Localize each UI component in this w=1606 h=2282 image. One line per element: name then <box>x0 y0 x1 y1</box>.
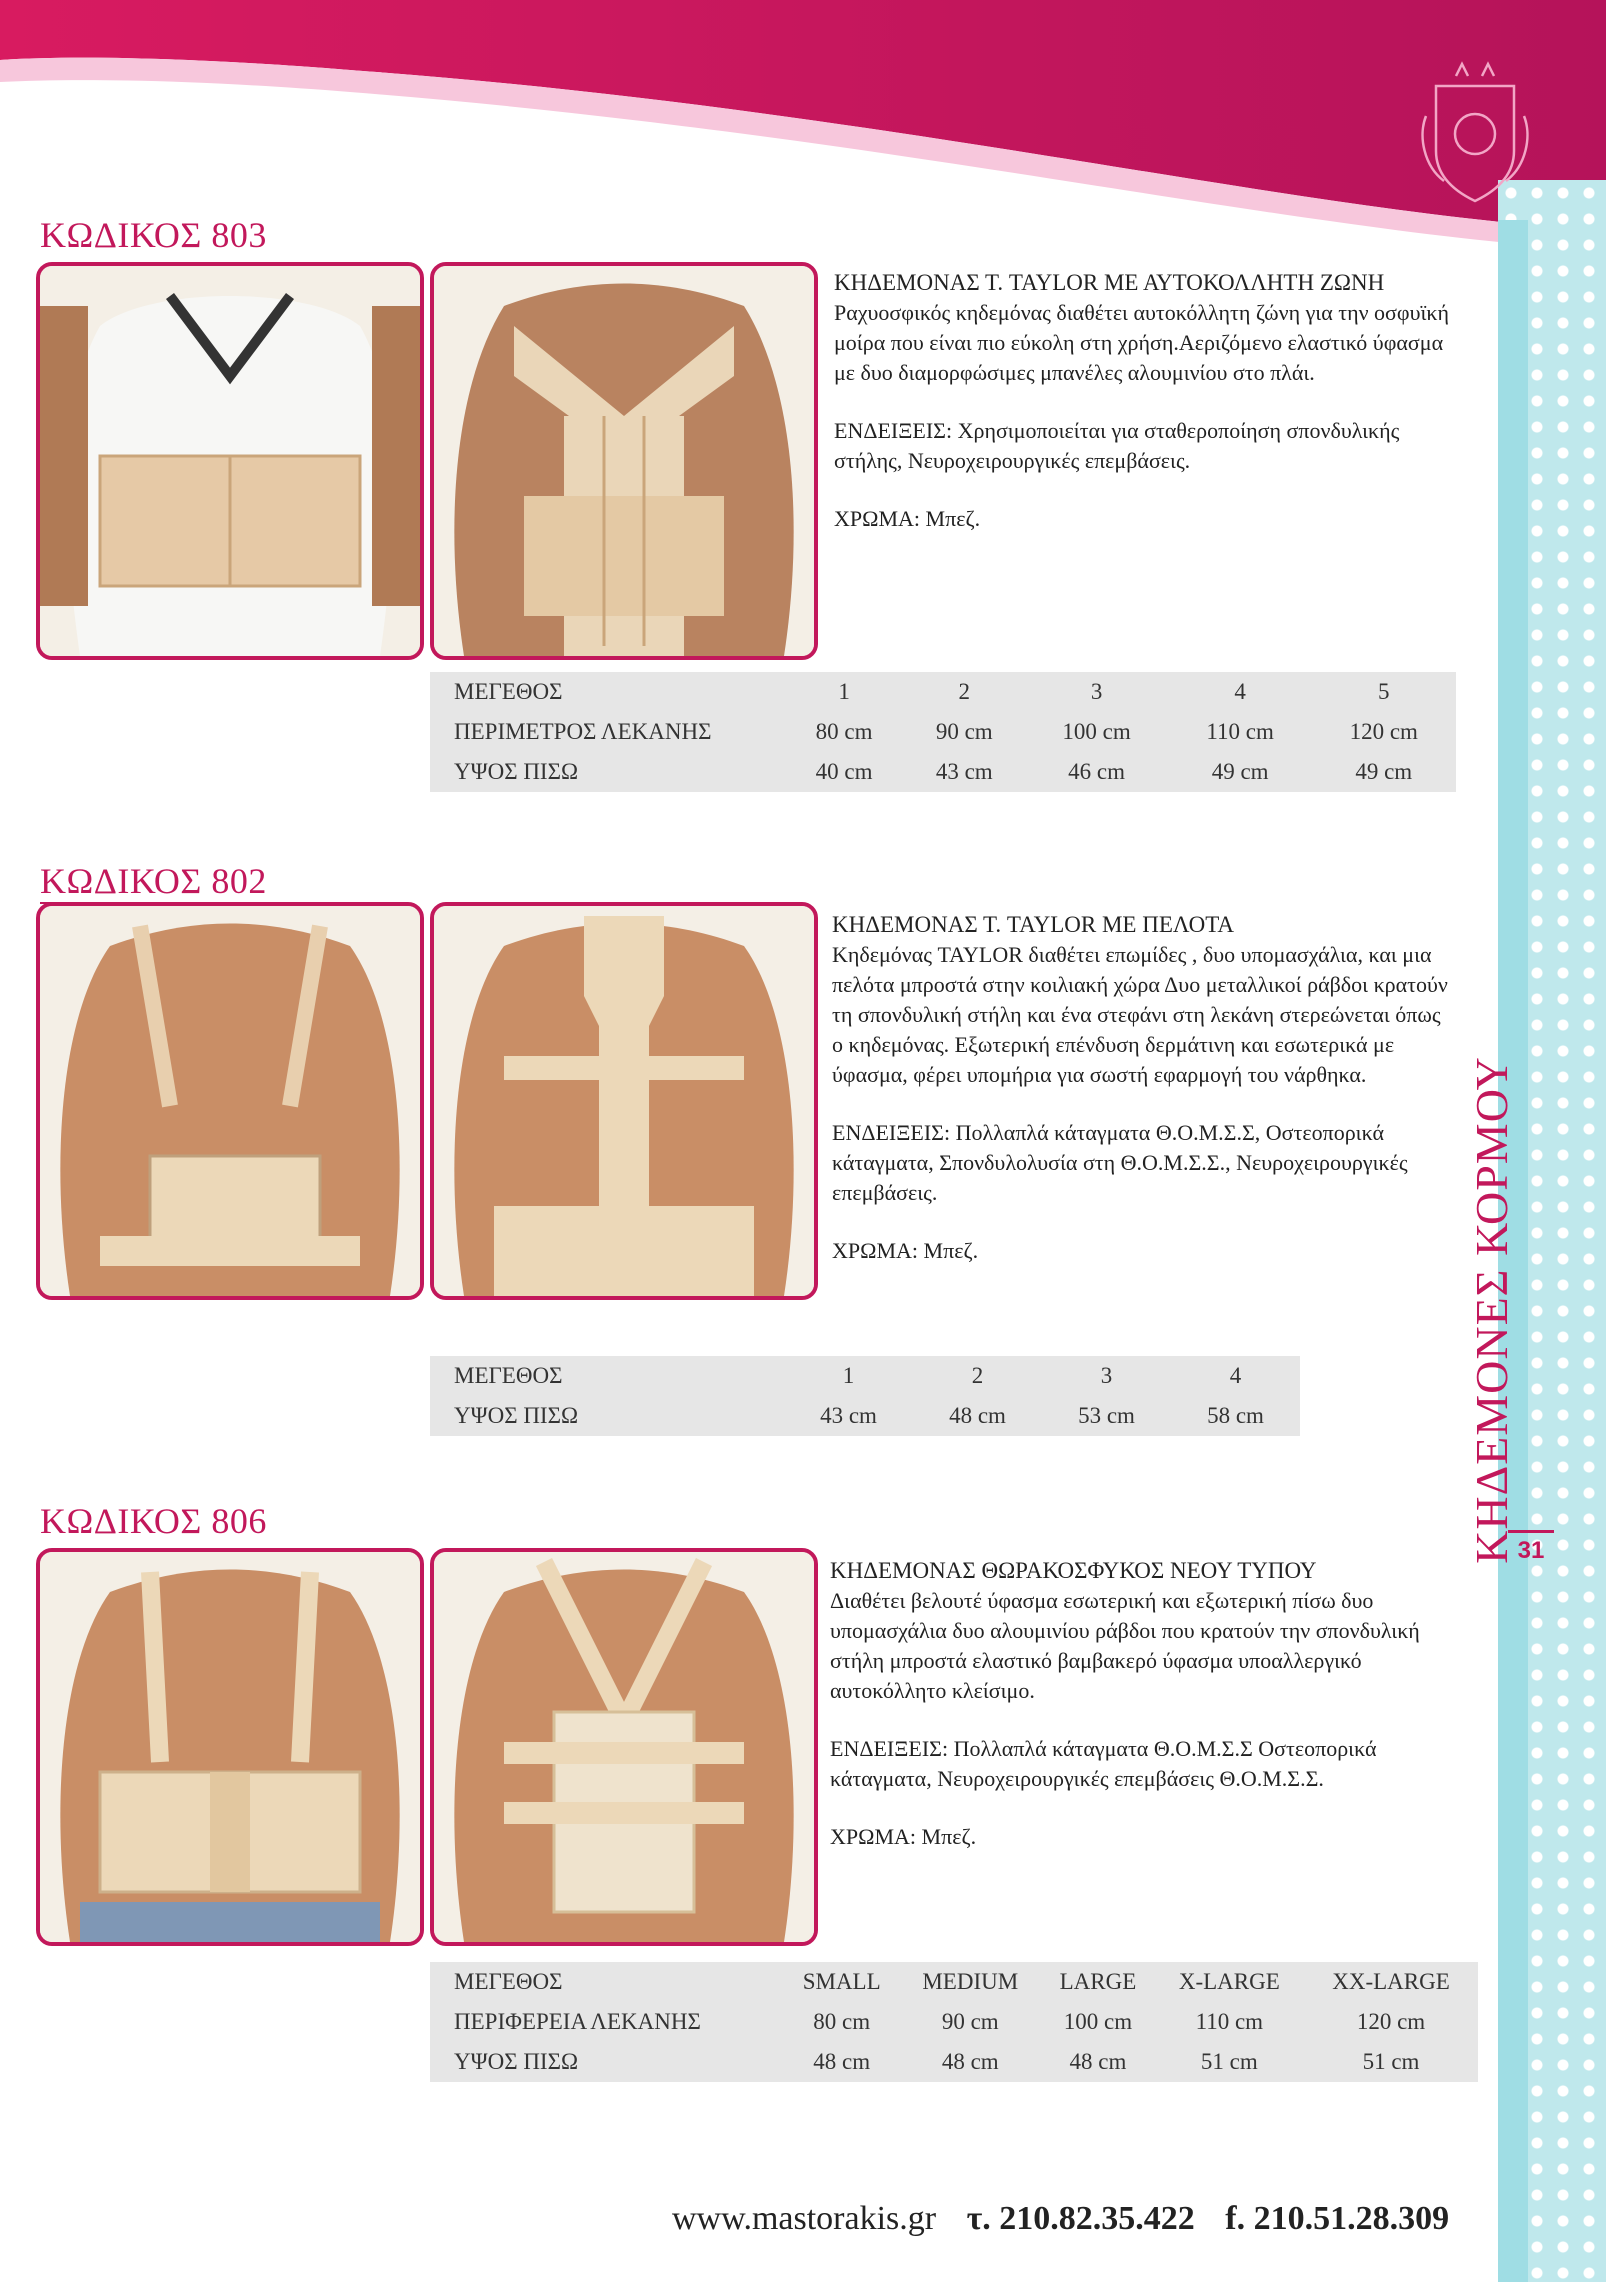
value-cell: 110 cm <box>1206 719 1274 744</box>
product-806-text: Διαθέτει βελουτέ ύφασμα εσωτερική και εξωτερική πίσω δυο υπομασχάλια δυο αλουμινίου ράβδοι που κρατούν την σπονδυλική στήλη μπροστά ελαστικό βαμβακερό ύφασμα υποαλλεργικό αυτοκόλλητο κλείσιμο. <box>830 1588 1420 1703</box>
value-cell: 48 cm <box>949 1403 1006 1428</box>
size-cell: 3 <box>1090 679 1103 704</box>
size-cell: 5 <box>1377 679 1390 704</box>
product-806-color <box>830 1822 1450 1852</box>
product-803-title: ΚΗΔΕΜΟΝΑΣ Τ. TAYLOR ΜΕ ΑΥΤΟΚΟΛΛΗΤΗ ΖΩΝΗ <box>834 270 1385 295</box>
value-cell: 40 cm <box>815 759 873 784</box>
value-cell: 48 cm <box>813 2049 871 2074</box>
color-label: ΧΡΩΜΑ: <box>832 1238 919 1263</box>
color-value: Μπεζ. <box>921 1824 977 1849</box>
value-cell: 120 cm <box>1356 2009 1426 2034</box>
indications-text: Πολλαπλά κάταγματα Θ.Ο.Μ.Σ.Σ, Οστεοπορικά κάταγματα, Σπονδυλολυσία στη Θ.Ο.Μ.Σ.Σ., Νευροχειρουργικές επεμβάσεις. <box>832 1120 1408 1205</box>
color-value: Μπεζ. <box>925 506 981 531</box>
value-cell: 43 cm <box>935 759 993 784</box>
product-802-text: Κηδεμόνας TAYLOR διαθέτει επωμίδες , δυο υπομασχάλια, και μια πελότα μπροστά στην κοιλιακή χώρα Δυο μεταλλικοί ράβδοι κρατούν τη σπονδυλική στήλη και ένα στεφάνι στη λεκάνη στερεώνεται όπως ο κηδεμόνας. Εξωτερική επένδυση δερμάτινη και εσωτερικά με ύφασμα, φέρει υπομήρια για σωστή εφαρμογή του νάρθηκα. <box>832 942 1448 1087</box>
size-cell: 1 <box>842 1363 855 1388</box>
footer-fax: f. 210.51.28.309 <box>1225 2200 1450 2237</box>
color-label: ΧΡΩΜΑ: <box>834 506 921 531</box>
product-802-description <box>832 910 1452 1266</box>
size-cell: MEDIUM <box>922 1969 1019 1994</box>
value-cell: 53 cm <box>1078 1403 1135 1428</box>
table-row <box>430 2002 1478 2042</box>
indications-text: Πολλαπλά κάταγματα Θ.Ο.Μ.Σ.Σ Οστεοπορικά κάταγματα, Νευροχειρουργικές επεμβάσεις Θ.Ο.Μ.Σ.Σ. <box>830 1736 1377 1791</box>
value-cell: 49 cm <box>1211 759 1269 784</box>
indications-label: ΕΝΔΕΙΞΕΙΣ: <box>830 1736 949 1761</box>
size-header-label: ΜΕΓΕΘΟΣ <box>454 1969 563 1994</box>
row-label: ΥΨΟΣ ΠΙΣΩ <box>454 759 579 784</box>
product-803-text: Ραχυοσφικός κηδεμόνας διαθέτει αυτοκόλλητη ζώνη για την οσφυϊκή μοίρα που είναι πιο εύκολη στη χρήση.Αεριζόμενο ελαστικό ύφασμα με δυο διαμορφώσιμες μπανέλες αλουμινίου στο πλάι. <box>834 300 1449 385</box>
page-number: 31 <box>1508 1530 1554 1571</box>
size-cell: LARGE <box>1059 1969 1137 1994</box>
table-row <box>430 2042 1478 2082</box>
product-code-803: ΚΩΔΙΚΟΣ 803 <box>40 215 267 255</box>
row-label: ΥΨΟΣ ΠΙΣΩ <box>454 1403 579 1428</box>
size-header-label: ΜΕΓΕΘΟΣ <box>454 679 563 704</box>
value-cell: 51 cm <box>1200 2049 1258 2074</box>
indications-label: ΕΝΔΕΙΞΕΙΣ: <box>834 418 953 443</box>
size-cell: XX-LARGE <box>1332 1969 1450 1994</box>
indications-text: Χρησιμοποιείται για σταθεροποίηση σπονδυλικής στήλης, Νευροχειρουργικές επεμβάσεις. <box>834 418 1400 473</box>
product-802-title: ΚΗΔΕΜΟΝΑΣ Τ. TAYLOR ΜΕ ΠΕΛΟΤΑ <box>832 912 1235 937</box>
product-802-back-photo <box>430 902 818 1300</box>
product-806-title: ΚΗΔΕΜΟΝΑΣ ΘΩΡΑΚΟΣΦΥΚΟΣ ΝΕΟΥ ΤΥΠΟΥ <box>830 1558 1317 1583</box>
product-806-size-table <box>430 1962 1478 2082</box>
product-803-indications <box>834 416 1454 476</box>
product-803-front-photo <box>36 262 424 660</box>
color-value: Μπεζ. <box>923 1238 979 1263</box>
product-806-front-photo <box>36 1548 424 1946</box>
value-cell: 90 cm <box>935 719 993 744</box>
size-cell: 2 <box>958 679 970 704</box>
row-label: ΠΕΡΙΜΕΤΡΟΣ ΛΕΚΑΝΗΣ <box>454 719 712 744</box>
value-cell: 100 cm <box>1063 2009 1133 2034</box>
value-cell: 49 cm <box>1355 759 1413 784</box>
value-cell: 80 cm <box>815 719 873 744</box>
product-803-color <box>834 504 1454 534</box>
product-803-back-photo <box>430 262 818 660</box>
section-vertical-title: ΚΗΔΕΜΟΝΕΣ ΚΟΡΜΟΥ <box>1466 1056 1517 1564</box>
value-cell: 120 cm <box>1349 719 1418 744</box>
value-cell: 80 cm <box>813 2009 871 2034</box>
size-cell: 2 <box>971 1363 984 1388</box>
row-label: ΥΨΟΣ ΠΙΣΩ <box>454 2049 579 2074</box>
size-cell: 1 <box>838 679 850 704</box>
product-802-size-table <box>430 1356 1300 1436</box>
value-cell: 90 cm <box>941 2009 999 2034</box>
crest-emblem-icon <box>1416 56 1534 206</box>
value-cell: 48 cm <box>1069 2049 1127 2074</box>
footer-website-link[interactable]: www.mastorakis.gr <box>672 2200 937 2237</box>
table-row <box>430 1962 1478 2002</box>
size-header-label: ΜΕΓΕΘΟΣ <box>454 1363 563 1388</box>
size-cell: X-LARGE <box>1178 1969 1280 1994</box>
product-803-size-table <box>430 672 1456 792</box>
product-802-front-photo <box>36 902 424 1300</box>
product-806-description <box>830 1556 1450 1852</box>
value-cell: 110 cm <box>1195 2009 1264 2034</box>
row-label: ΠΕΡΙΦΕΡΕΙΑ ΛΕΚΑΝΗΣ <box>454 2009 701 2034</box>
product-806-indications <box>830 1734 1450 1794</box>
table-row <box>430 1396 1300 1436</box>
footer-contact <box>672 2200 1552 2244</box>
value-cell: 43 cm <box>820 1403 877 1428</box>
indications-label: ΕΝΔΕΙΞΕΙΣ: <box>832 1120 951 1145</box>
table-row <box>430 712 1456 752</box>
value-cell: 51 cm <box>1362 2049 1420 2074</box>
footer-phone: τ. 210.82.35.422 <box>966 2200 1195 2237</box>
product-code-806: ΚΩΔΙΚΟΣ 806 <box>40 1501 267 1541</box>
value-cell: 48 cm <box>941 2049 999 2074</box>
table-row <box>430 1356 1300 1396</box>
product-802-color <box>832 1236 1452 1266</box>
table-row <box>430 672 1456 712</box>
size-cell: 3 <box>1100 1363 1113 1388</box>
size-cell: SMALL <box>802 1969 881 1994</box>
product-803-description <box>834 268 1454 534</box>
size-cell: 4 <box>1229 1363 1242 1388</box>
product-802-indications <box>832 1118 1452 1208</box>
product-code-802: ΚΩΔΙΚΟΣ 802 <box>40 860 273 904</box>
size-cell: 4 <box>1234 679 1246 704</box>
value-cell: 100 cm <box>1062 719 1131 744</box>
product-806-back-photo <box>430 1548 818 1946</box>
color-label: ΧΡΩΜΑ: <box>830 1824 917 1849</box>
table-row <box>430 752 1456 792</box>
value-cell: 58 cm <box>1207 1403 1264 1428</box>
value-cell: 46 cm <box>1068 759 1126 784</box>
